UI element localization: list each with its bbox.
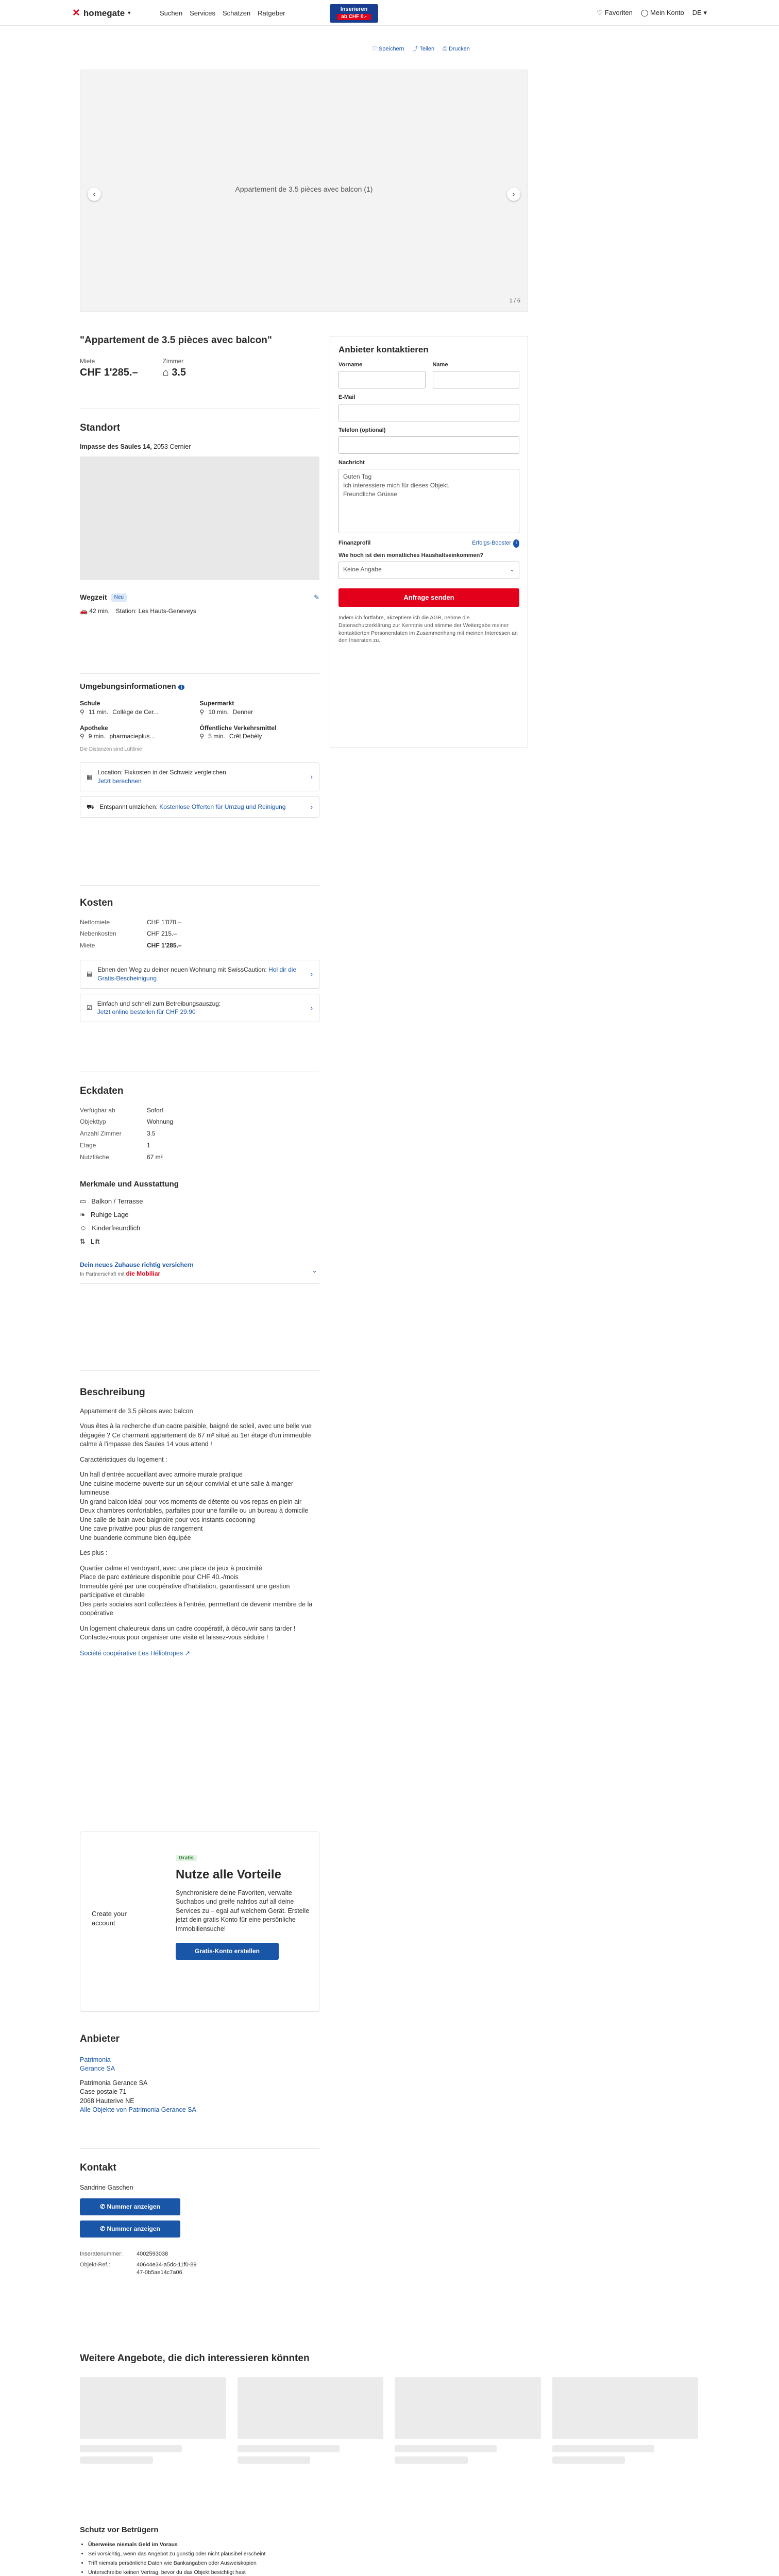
costs-section xyxy=(80,896,319,1022)
object-ref-row: Objekt-Ref.: 40644e34-a5dc-11f0-8947-0b5ae14c7a06 xyxy=(80,2262,197,2276)
finance-label: Finanzprofil xyxy=(338,540,371,547)
form-heading: Anbieter kontaktieren xyxy=(338,345,429,354)
fraud-tip: • Überweise niemals Geld im Voraus xyxy=(88,2540,698,2550)
share-button[interactable]: ⤴ Teilen xyxy=(412,46,435,52)
divider xyxy=(80,673,319,674)
account-link[interactable]: ◯ Mein Konto xyxy=(640,9,684,16)
location-section xyxy=(80,421,319,615)
features-heading: Merkmale und Ausstattung xyxy=(80,1179,179,1189)
chevron-right-icon: › xyxy=(310,1003,313,1012)
phone-icon: ✆ xyxy=(100,2203,106,2211)
walk-icon: ⚲ xyxy=(80,733,84,740)
more-offers-section xyxy=(80,2352,698,2464)
feature-item: ☺ Kinderfreundlich xyxy=(80,1222,319,1235)
rooms-value: 3.5 xyxy=(172,367,187,379)
site-header xyxy=(0,0,779,26)
description-paragraph: Appartement de 3.5 pièces avec balcon xyxy=(80,1407,193,1415)
chevron-right-icon: › xyxy=(310,772,313,781)
last-name-input[interactable] xyxy=(433,371,520,388)
poi-label: Apotheke xyxy=(80,724,108,732)
provider-address: Patrimonia Gerance SA Case postale 71 2068 Hauterive NE xyxy=(80,2079,148,2105)
phone-icon: ✆ xyxy=(100,2225,106,2232)
nav-valuation[interactable]: Schätzen xyxy=(222,9,251,17)
poi-label: Öffentliche Verkehrsmittel xyxy=(199,724,277,732)
offer-card-placeholder[interactable] xyxy=(80,2377,226,2464)
info-icon[interactable]: i xyxy=(178,685,185,690)
fraud-tip: • Triff niemals persönliche Daten wie Bankangaben oder Ausweiskopien xyxy=(88,2559,698,2568)
details-section xyxy=(80,1084,319,1284)
feature-item: ▭ Balkon / Terrasse xyxy=(80,1195,319,1208)
distance-note: Die Distanzen sind Luftlinie xyxy=(80,747,142,753)
description-paragraph: Quartier calme et verdoyant, avec une place de jeux à proximité Place de parc extérieure disponible pour CHF 40.-/mois Immeuble géré par une coopérative d'habitation, garantissant une gestion participative et durable Des parts sociales sont collectées à l'entrée, permettant de devenir membre de la coopérative xyxy=(80,1564,313,1617)
poi-label: Supermarkt xyxy=(199,700,234,707)
first-name-input[interactable] xyxy=(338,371,426,388)
cooperative-link[interactable]: Société coopérative Les Héliotropes ↗ xyxy=(80,1649,191,1657)
finance-question: Wie hoch ist dein monatliches Haushaltseinkommen? xyxy=(338,552,484,558)
costs-heading: Kosten xyxy=(80,897,113,908)
account-promo-text: Synchronisiere deine Favoriten, verwalte Suchabos und greife nahtlos auf all deine Services zu – egal auf welchem Gerät. Erstelle jetzt dein gratis Konto für eine persönliche Immobiliensuche! xyxy=(176,1889,310,1933)
car-icon: 🚗 xyxy=(80,607,88,615)
image-gallery[interactable] xyxy=(80,70,528,312)
fixcost-link[interactable]: Jetzt berechnen xyxy=(97,777,142,785)
divider xyxy=(80,1370,319,1371)
description-paragraph: Caractéristiques du logement : xyxy=(80,1455,167,1463)
checklist-icon: ☑ xyxy=(87,1004,92,1011)
nav-guide[interactable]: Ratgeber xyxy=(258,9,285,17)
fraud-tip: • Sei vorsichtig, wenn das Angebot zu günstig oder nicht plausibel erscheint xyxy=(88,2550,698,2559)
edit-icon[interactable]: ✎ xyxy=(314,593,319,601)
feature-item: ❧ Ruhige Lage xyxy=(80,1208,319,1222)
gallery-next-button[interactable] xyxy=(507,188,520,201)
route-time: 42 min. xyxy=(89,607,110,615)
provider-section xyxy=(80,2032,319,2115)
finance-booster-link[interactable]: Erfolgs-Booster xyxy=(472,540,511,547)
chevron-right-icon: › xyxy=(310,969,313,978)
rooms-label: Zimmer xyxy=(162,357,184,365)
listing-id-row: Inseratenummer: 4002593038 xyxy=(80,2250,168,2257)
divider xyxy=(80,2148,319,2149)
route-station: Station: Les Hauts-Geneveys xyxy=(115,607,196,615)
address-city: 2053 Cernier xyxy=(154,443,191,450)
description-paragraph: Un hall d'entrée accueillant avec armoire murale pratique Une cuisine moderne ouverte sur un séjour convivial et une salle à manger lumineuse Un grand balcon idéal pour vos moments de détente ou vos repas en plein air Deux chambres confortables, parfaites pour une famille ou un bureau à domicile Une salle de bain avec baignoire pour vos instants cocooning Une cave privative pour plus de rangement Une buanderie commune bien équipée xyxy=(80,1471,309,1541)
elevator-icon: ⇅ xyxy=(80,1238,86,1246)
description-paragraph: Les plus : xyxy=(80,1549,108,1557)
main-nav xyxy=(160,9,285,18)
chevron-down-icon: ⌄ xyxy=(312,1266,317,1275)
listing-summary xyxy=(80,334,319,380)
message-textarea[interactable]: Guten Tag Ich interessiere mich für dieses Objekt. Freundliche Grüsse xyxy=(338,469,519,533)
account-promo xyxy=(80,1832,319,2012)
detail-row: Etage 1 xyxy=(80,1141,150,1149)
calculator-icon: ▦ xyxy=(87,773,93,781)
advertise-button[interactable]: Inserieren ab CHF 0.- xyxy=(330,4,378,23)
account-promo-left: Create your account xyxy=(92,1910,127,1927)
rent-label: Miete xyxy=(80,357,95,365)
save-button[interactable]: ♡ Speichern xyxy=(372,46,404,52)
submit-inquiry-button[interactable]: Anfrage senden xyxy=(338,588,519,607)
listing-actions xyxy=(372,45,470,53)
nav-services[interactable]: Services xyxy=(190,9,215,17)
phone-input[interactable] xyxy=(338,436,519,454)
show-number-button[interactable]: ✆ Nummer anzeigen xyxy=(80,2221,180,2238)
show-number-button[interactable]: ✆ Nummer anzeigen xyxy=(80,2198,180,2215)
provider-name-link[interactable]: Patrimonia Gerance SA xyxy=(80,2056,115,2073)
poi-label: Schule xyxy=(80,700,100,707)
cost-row: Miete CHF 1'285.– xyxy=(80,942,182,950)
moving-promo-card[interactable]: ⛟ Entspannt umziehen: Kostenlose Offerten für Umzug und Reinigung › xyxy=(80,796,319,818)
walk-icon: ⚲ xyxy=(199,708,205,716)
gallery-prev-button[interactable] xyxy=(88,188,101,201)
gallery-counter: 1 / 6 xyxy=(509,297,520,304)
print-button[interactable]: ⎙ Drucken xyxy=(443,46,470,52)
detail-row: Anzahl Zimmer 3.5 xyxy=(80,1130,156,1138)
divider xyxy=(80,885,319,886)
email-input[interactable] xyxy=(338,404,519,421)
detail-row: Verfügbar ab Sofort xyxy=(80,1106,164,1114)
leaf-icon: ❧ xyxy=(80,1210,86,1218)
description-heading: Beschreibung xyxy=(80,1387,145,1398)
gallery-caption: Appartement de 3.5 pièces avec balcon (1) xyxy=(235,185,373,193)
create-account-button[interactable]: Gratis-Konto erstellen xyxy=(176,1943,279,1960)
new-badge: Neu xyxy=(111,594,127,602)
fraud-section xyxy=(80,2524,698,2576)
walk-icon: ⚲ xyxy=(80,708,84,716)
rent-value: CHF 1'285.– xyxy=(80,367,138,379)
chevron-right-icon: › xyxy=(310,802,313,811)
description-paragraph: Un logement chaleureux dans un cadre coopératif, à découvrir sans tarder ! Contactez-nous pour organiser une visite et laissez-vous séduire ! xyxy=(80,1624,296,1641)
document-icon: ▤ xyxy=(87,970,93,978)
homegate-logo[interactable]: ✕ homegate ▾ xyxy=(72,7,130,21)
swisscaution-promo-card[interactable]: ▤ Ebnen den Weg zu deiner neuen Wohnung mit SwissCaution: Hol dir die Gratis-Bescheinigung › xyxy=(80,960,319,989)
all-objects-link[interactable]: Alle Objekte von Patrimonia Gerance SA xyxy=(80,2106,196,2114)
debt-extract-link[interactable]: Jetzt online bestellen für CHF 29.90 xyxy=(97,1008,196,1016)
account-promo-title: Nutze alle Vorteile xyxy=(176,1868,281,1882)
chevron-left-icon: ‹ xyxy=(93,190,96,198)
surroundings-section: Umgebungsinformationen i Schule ⚲ 11 min. Collège de Cer... Supermarkt ⚲ 10 min. Denner Apotheke ⚲ 9 min. pharmacieplus... Öffentliche Verkehrsmittel ⚲ 5 min. Crêt Debély Die Distanzen sind Luftlinie ▦ Location: Fixkosten in der Schweiz vergleichen Jetzt berechnen › ⛟ Entspannt umziehen: Kostenlose Offerten für Umzug und Reinigung › xyxy=(80,681,319,818)
mobiliar-logo: die Mobiliar xyxy=(126,1270,161,1278)
route-label: Wegzeit xyxy=(80,593,107,602)
cost-row: Nettomiete CHF 1'070.– xyxy=(80,918,181,926)
income-select[interactable]: Keine Angabe ⌄ xyxy=(338,562,519,579)
info-icon[interactable]: i xyxy=(513,539,519,547)
detail-row: Nutzfläche 67 m² xyxy=(80,1153,163,1161)
fraud-tip: • Unterschreibe keinen Vertrag, bevor du das Objekt besichtigt hast xyxy=(88,2568,698,2576)
balcony-icon: ▭ xyxy=(80,1197,87,1205)
contact-section xyxy=(80,2161,319,2279)
logo-icon: ✕ xyxy=(72,8,80,19)
details-heading: Eckdaten xyxy=(80,1086,124,1096)
contact-form: Anbieter kontaktieren Vorname Name E-Mail Telefon (optional) Nachricht Guten Tag Ich interessiere mich für dieses Objekt. Freundliche Grüsse Finanzprofil Erfolgs-Booster i Wie hoch ist dein monatliches Haushaltseinkommen? Keine Angabe ⌄ Anfrage senden Indem ich fortfahre, akzeptiere ich die AGB, nehme die Datenschutzerklärung zur Kenntnis und stimme der Weitergabe meiner kontaktierten Personendaten im Zusammenhang mit meinen Interessen an den Inseraten zu. xyxy=(330,336,528,748)
fraud-heading: Schutz vor Betrügern xyxy=(80,2526,159,2534)
child-icon: ☺ xyxy=(80,1224,87,1232)
free-badge: Gratis xyxy=(176,1855,197,1861)
location-heading: Standort xyxy=(80,422,121,433)
favorites-link[interactable]: ♡ Favoriten xyxy=(597,9,633,16)
offer-card-placeholder[interactable] xyxy=(552,2377,699,2464)
rooms-icon: ⌂ xyxy=(162,367,169,379)
chevron-down-icon: ⌄ xyxy=(509,566,515,573)
offer-card-placeholder[interactable] xyxy=(238,2377,384,2464)
surroundings-heading: Umgebungsinformationen i xyxy=(80,681,319,692)
cost-row: Nebenkosten CHF 215.– xyxy=(80,930,177,938)
more-offers-heading: Weitere Angebote, die dich interessieren könnten xyxy=(80,2353,310,2364)
provider-heading: Anbieter xyxy=(80,2033,120,2044)
location-map[interactable] xyxy=(80,456,319,580)
description-section xyxy=(80,1386,319,1658)
contact-heading: Kontakt xyxy=(80,2162,116,2173)
chevron-right-icon: › xyxy=(512,190,515,198)
description-paragraph: Vous êtes à la recherche d'un cadre paisible, baigné de soleil, avec une belle vue dégagée ? Ce charmant appartement de 67 m² situé au 1er étage d'un immeuble calme à l'impasse des Saules 14 vous attend ! xyxy=(80,1422,312,1448)
contact-person: Sandrine Gaschen xyxy=(80,2183,133,2191)
nav-search[interactable]: Suchen xyxy=(160,9,183,17)
insurance-accordion[interactable]: Dein neues Zuhause richtig versichern In Partnerschaft mit die Mobiliar ⌄ xyxy=(80,1261,319,1284)
form-legal-text: Indem ich fortfahre, akzeptiere ich die AGB, nehme die Datenschutzerklärung zur Kenntnis und stimme der Weitergabe meiner kontaktierten Personendaten im Zusammenhang mit meinen Interessen an den Inseraten zu. xyxy=(338,615,518,644)
walk-icon: ⚲ xyxy=(199,733,205,740)
fixcost-promo-card[interactable]: ▦ Location: Fixkosten in der Schweiz vergleichen Jetzt berechnen › xyxy=(80,762,319,791)
listing-title: "Appartement de 3.5 pièces avec balcon" xyxy=(80,335,272,346)
swisscaution-link[interactable]: Hol dir die Gratis-Bescheinigung xyxy=(97,965,297,982)
moving-link[interactable]: Kostenlose Offerten für Umzug und Reinigung xyxy=(159,803,286,811)
feature-item: ⇅ Lift xyxy=(80,1235,319,1248)
truck-icon: ⛟ xyxy=(87,803,95,811)
language-select[interactable]: DE ▾ xyxy=(692,9,707,16)
external-link-icon: ↗ xyxy=(184,1649,191,1657)
address-street: Impasse des Saules 14, xyxy=(80,443,152,450)
debt-extract-promo-card[interactable]: ☑ Einfach und schnell zum Betreibungsauszug: Jetzt online bestellen für CHF 29.90 › xyxy=(80,994,319,1023)
detail-row: Objekttyp Wohnung xyxy=(80,1118,174,1126)
offer-card-placeholder[interactable] xyxy=(395,2377,541,2464)
